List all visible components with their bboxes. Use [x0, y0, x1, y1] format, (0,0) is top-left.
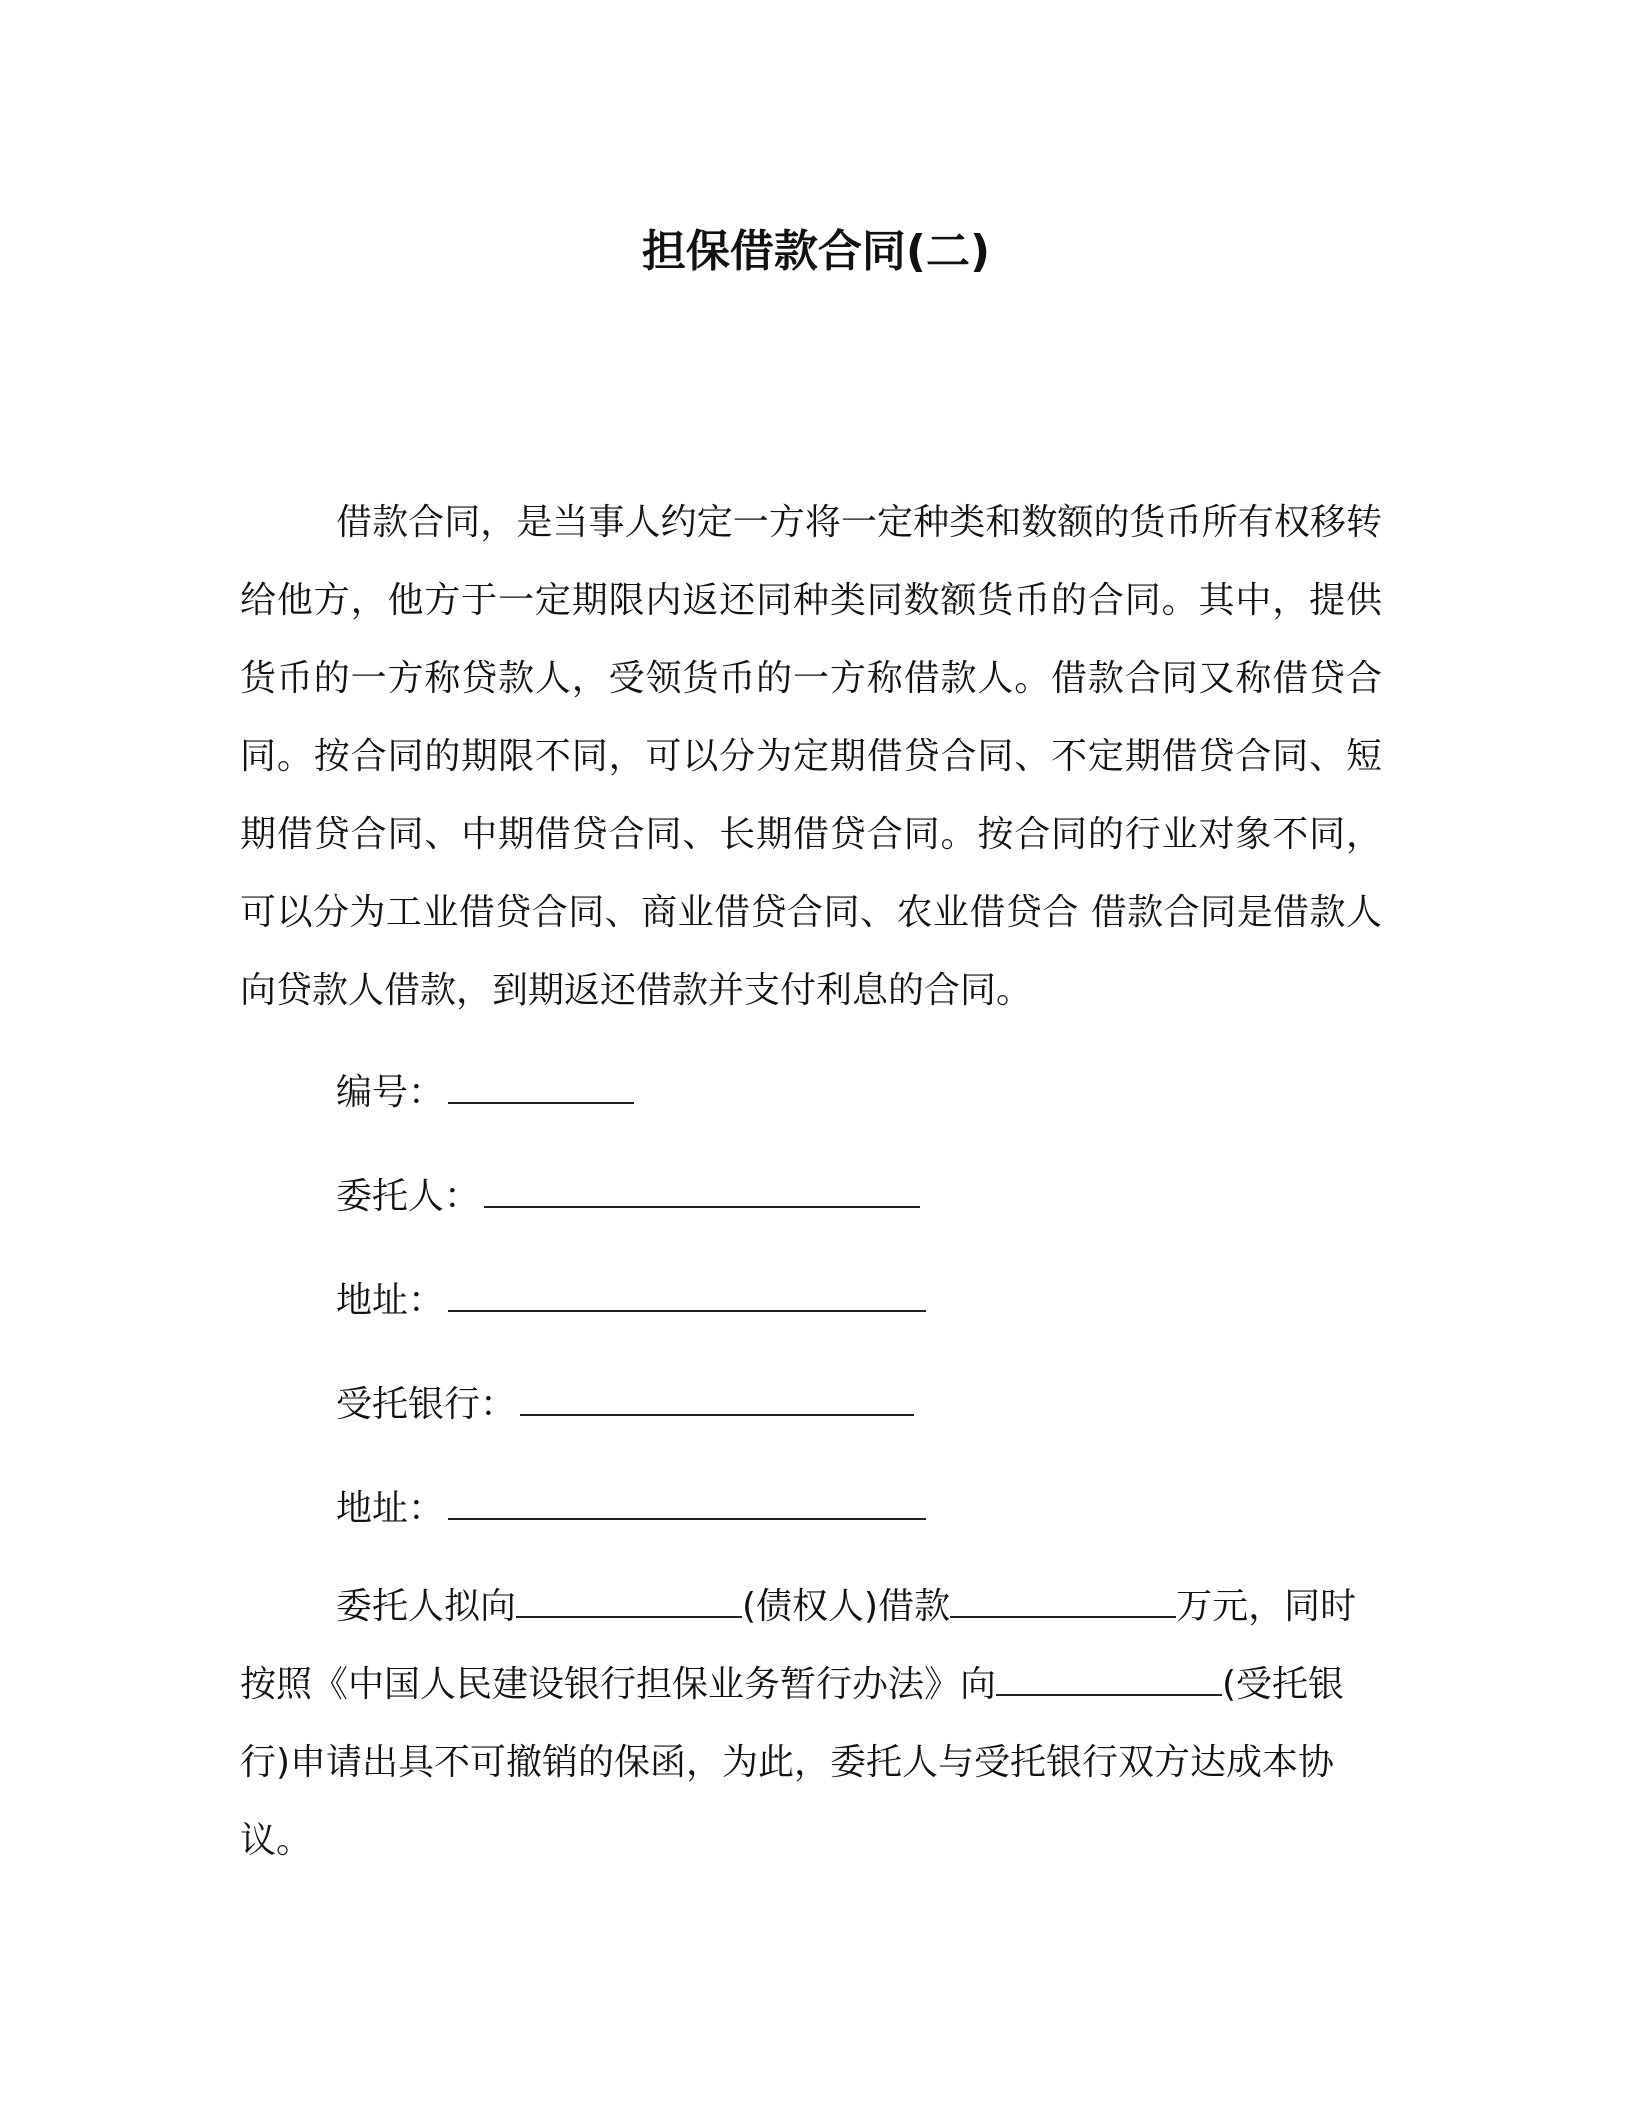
creditor-blank[interactable] [516, 1582, 742, 1618]
intro-paragraph: 借款合同，是当事人约定一方将一定种类和数额的货币所有权移转给他方，他方于一定期限内返还同种类同数额货币的合同。其中，提供货币的一方称贷款人，受领货币的一方称借款人。借款合同又称借贷合同。按合同的期限不同，可以分为定期借贷合同、不定期借贷合同、短期借贷合同、中期借贷合同、长期借贷合同。按合同的行业对象不同，可以分为工业借贷合同、商业借贷合同、农业借贷合 借款合同是借款人向贷款人借款，到期返还借款并支付利息的合同。 [240, 502, 1382, 1011]
agreement-paragraph [240, 1568, 1382, 1880]
number-label: 编号： [336, 1072, 445, 1113]
agreement-text-1: 委托人拟向 [336, 1586, 517, 1627]
principal-address-label: 地址： [336, 1280, 445, 1321]
bank-address-label: 地址： [336, 1488, 445, 1529]
number-field [336, 1068, 634, 1118]
agreement-line-3: 行)申请出具不可撤销的保函，为此，委托人与受托银行双方达成本协 [240, 1742, 1335, 1783]
agreement-text-3: 万元，同时 [1176, 1586, 1357, 1627]
number-blank[interactable] [448, 1068, 634, 1104]
principal-blank[interactable] [484, 1172, 920, 1208]
document-title: 担保借款合同(二) [641, 226, 991, 277]
bank-blank[interactable] [520, 1380, 914, 1416]
agreement-text-5: (受托银 [1222, 1664, 1345, 1705]
trustee-bank-blank[interactable] [996, 1660, 1222, 1696]
principal-address-blank[interactable] [448, 1276, 926, 1312]
agreement-text-4: 按照《中国人民建设银行担保业务暂行办法》向 [240, 1664, 997, 1705]
agreement-line-2 [240, 1646, 1382, 1724]
amount-blank[interactable] [950, 1582, 1176, 1618]
bank-label: 受托银行： [336, 1384, 517, 1425]
principal-address-field [336, 1276, 926, 1326]
agreement-line-4: 议。 [240, 1820, 313, 1861]
principal-field [336, 1172, 920, 1222]
agreement-line-1 [240, 1568, 1382, 1646]
principal-label: 委托人： [336, 1176, 481, 1217]
bank-address-blank[interactable] [448, 1484, 926, 1520]
bank-field [336, 1380, 914, 1430]
bank-address-field [336, 1484, 926, 1534]
agreement-text-2: (债权人)借款 [742, 1586, 951, 1627]
